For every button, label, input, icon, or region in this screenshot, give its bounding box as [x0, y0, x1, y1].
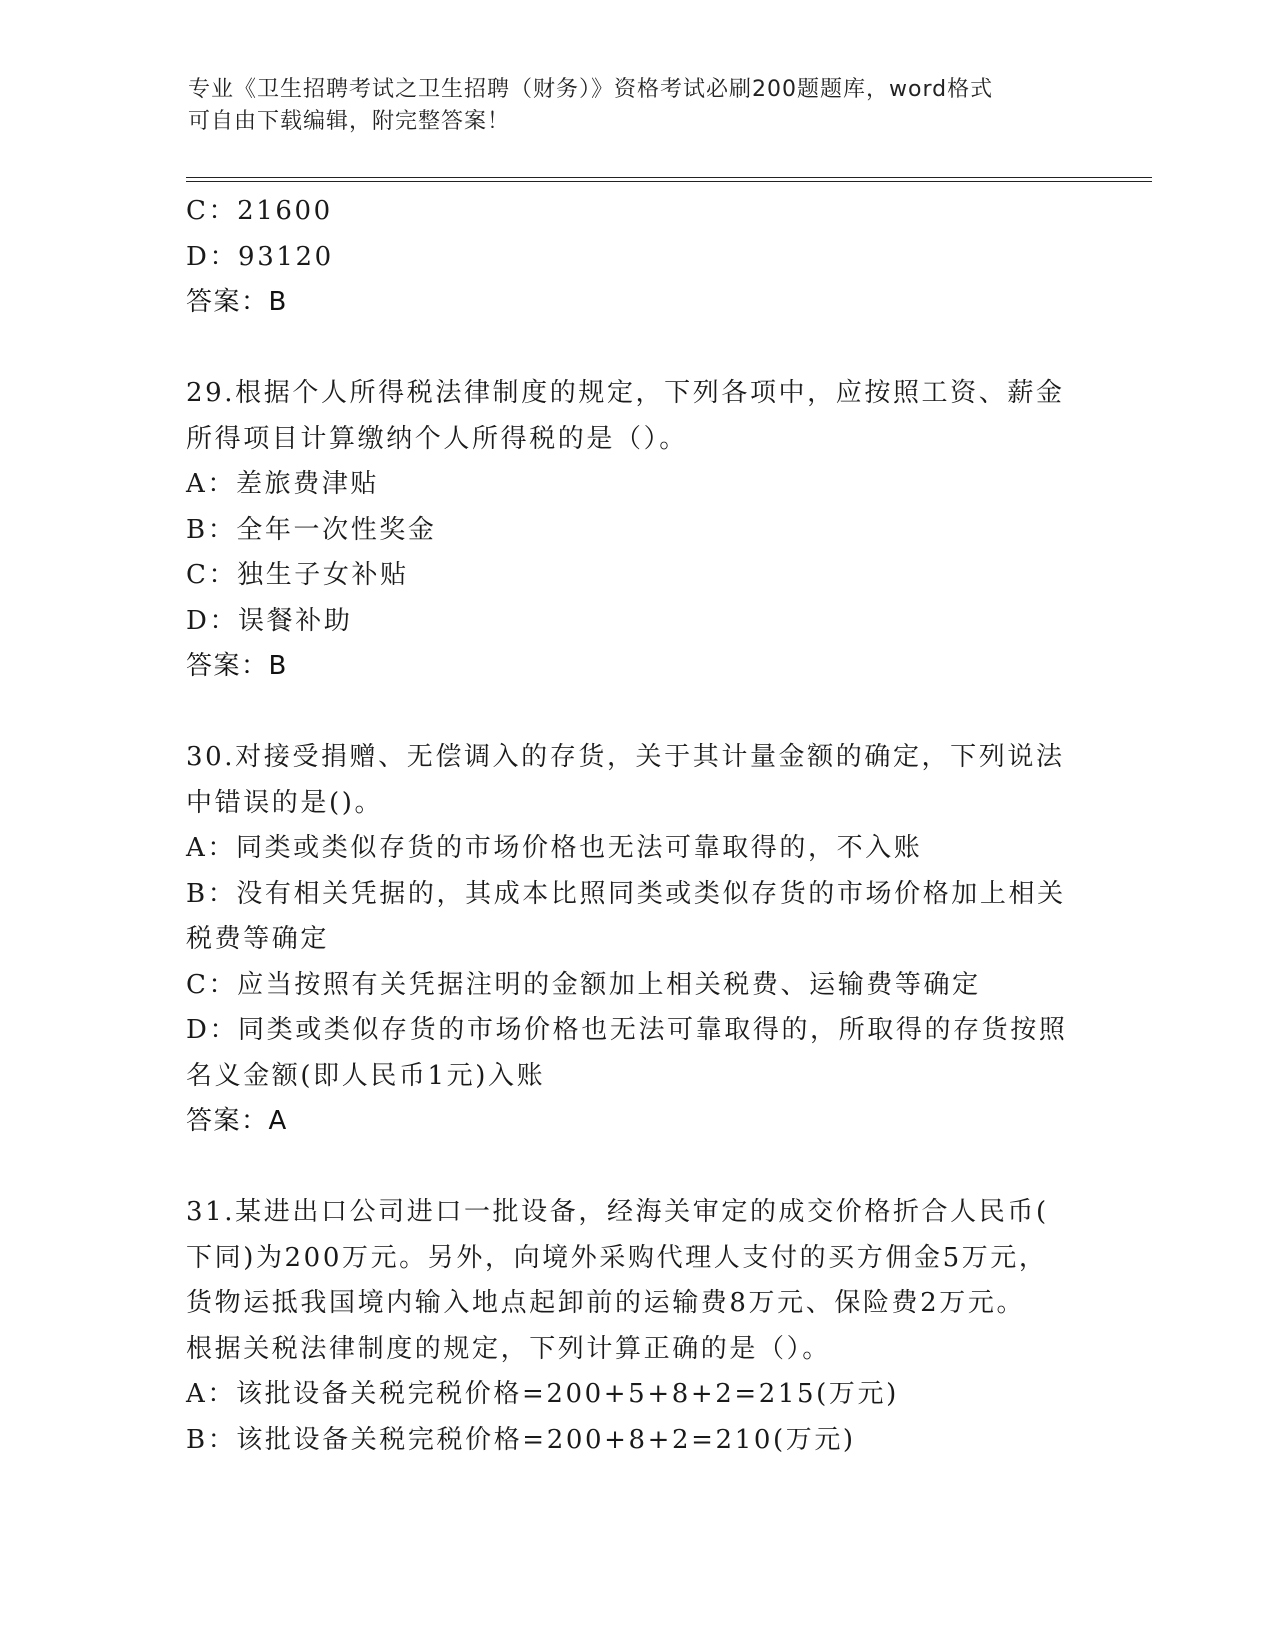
option-a: A：同类或类似存货的市场价格也无法可靠取得的，不入账 [186, 833, 923, 863]
option-c: C：独生子女补贴 [186, 560, 409, 590]
question-content [186, 189, 1086, 1463]
option-a: A：差旅费津贴 [186, 469, 379, 499]
question-stem: 根据关税法律制度的规定，下列计算正确的是（）。 [186, 1333, 831, 1364]
option-a: A：该批设备关税完税价格=200+5+8+2=215(万元) [186, 1379, 899, 1409]
option-d-continued: 名义金额(即人民币1元)入账 [186, 1060, 546, 1091]
answer-label: 答案：A [186, 1106, 288, 1136]
option-d: D：误餐补助 [186, 605, 353, 636]
question-29 [186, 371, 1086, 690]
header-divider-bottom [186, 181, 1152, 182]
option-c: C：21600 [186, 196, 333, 226]
question-28-tail [186, 189, 1086, 326]
option-b-continued: 税费等确定 [186, 924, 330, 954]
spacer [186, 326, 1086, 372]
option-d: D：同类或类似存货的市场价格也无法可靠取得的，所取得的存货按照 [186, 1015, 1068, 1045]
question-stem: 所得项目计算缴纳个人所得税的是（）。 [186, 423, 688, 454]
question-stem: 31.某进出口公司进口一批设备，经海关审定的成交价格折合人民币( [186, 1197, 1049, 1227]
option-c: C：应当按照有关凭据注明的金额加上相关税费、运输费等确定 [186, 969, 981, 1000]
question-31 [186, 1190, 1086, 1463]
header-divider-top [186, 177, 1152, 178]
question-stem: 29.根据个人所得税法律制度的规定，下列各项中，应按照工资、薪金 [186, 378, 1065, 408]
question-30 [186, 735, 1086, 1145]
header-title-line-2: 可自由下载编辑，附完整答案！ [188, 109, 511, 134]
spacer [186, 1145, 1086, 1191]
option-b: B：没有相关凭据的，其成本比照同类或类似存货的市场价格加上相关 [186, 878, 1066, 909]
page-header [188, 74, 1068, 138]
answer-label: 答案：B [186, 287, 288, 317]
header-title-line-1: 专业《卫生招聘考试之卫生招聘（财务）》资格考试必刷200题题库，word格式 [188, 77, 994, 102]
option-d: D：93120 [186, 241, 334, 272]
question-stem: 30.对接受捐赠、无偿调入的存货，关于其计量金额的确定，下列说法 [186, 742, 1065, 772]
question-stem: 中错误的是()。 [186, 787, 384, 818]
option-b: B：全年一次性奖金 [186, 514, 437, 545]
question-stem: 下同)为200万元。另外，向境外采购代理人支付的买方佣金5万元， [186, 1242, 1048, 1273]
option-b: B：该批设备关税完税价格=200+8+2=210(万元) [186, 1424, 856, 1455]
answer-label: 答案：B [186, 651, 288, 681]
spacer [186, 690, 1086, 736]
question-stem: 货物运抵我国境内输入地点起卸前的运输费8万元、保险费2万元。 [186, 1288, 1026, 1318]
